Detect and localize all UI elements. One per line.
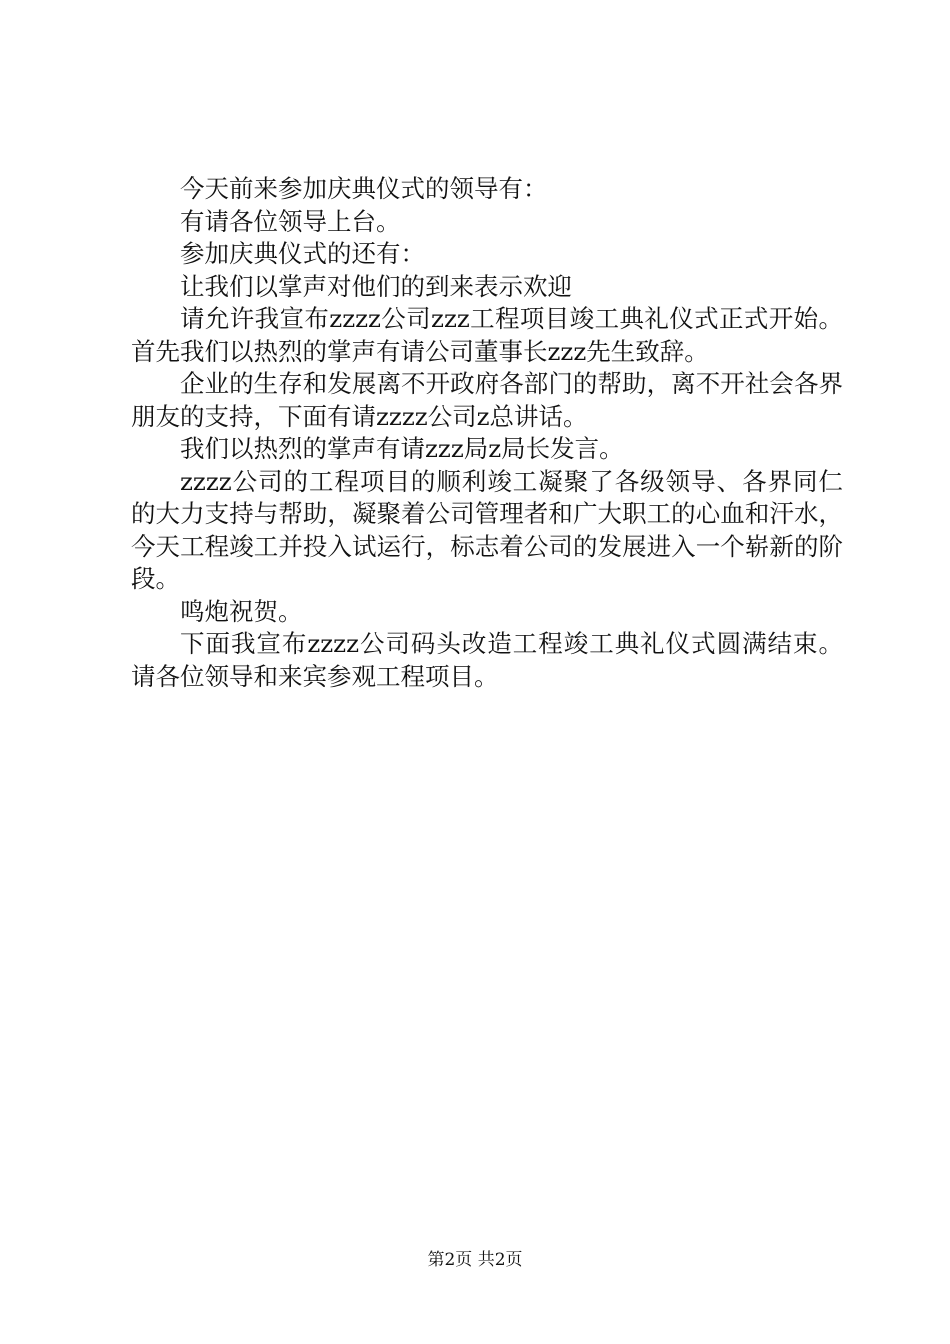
paragraph-project-completion: zzzz公司的工程项目的顺利竣工凝聚了各级领导、各界同仁的大力支持与帮助，凝聚着公司管理者和广大职工的心血和汗水，今天工程竣工并投入试运行，标志着公司的发展进入一个崭新的阶段。 <box>131 466 843 593</box>
paragraph-leaders-intro: 今天前来参加庆典仪式的领导有： <box>180 174 548 203</box>
paragraph-closing: 下面我宣布zzzz公司码头改造工程竣工典礼仪式圆满结束。请各位领导和来宾参观工程项目。 <box>131 629 843 691</box>
document-body <box>131 173 843 693</box>
paragraph-bureau-speech: 我们以热烈的掌声有请zzz局z局长发言。 <box>180 434 624 463</box>
paragraph-opening: 请允许我宣布zzzz公司zzz工程项目竣工典礼仪式正式开始。首先我们以热烈的掌声有请公司董事长zzz先生致辞。 <box>131 304 843 366</box>
paragraph-invite-leaders: 有请各位领导上台。 <box>180 206 401 236</box>
paragraph-welcome: 让我们以掌声对他们的到来表示欢迎 <box>180 271 572 301</box>
paragraph-other-attendees: 参加庆典仪式的还有： <box>180 239 425 268</box>
paragraph-company-speech: 企业的生存和发展离不开政府各部门的帮助，离不开社会各界朋友的支持，下面有请zzzz公司z总讲话。 <box>131 369 843 431</box>
page-footer: 第2页 共2页 <box>427 1250 523 1270</box>
paragraph-firecrackers: 鸣炮祝贺。 <box>180 596 303 626</box>
